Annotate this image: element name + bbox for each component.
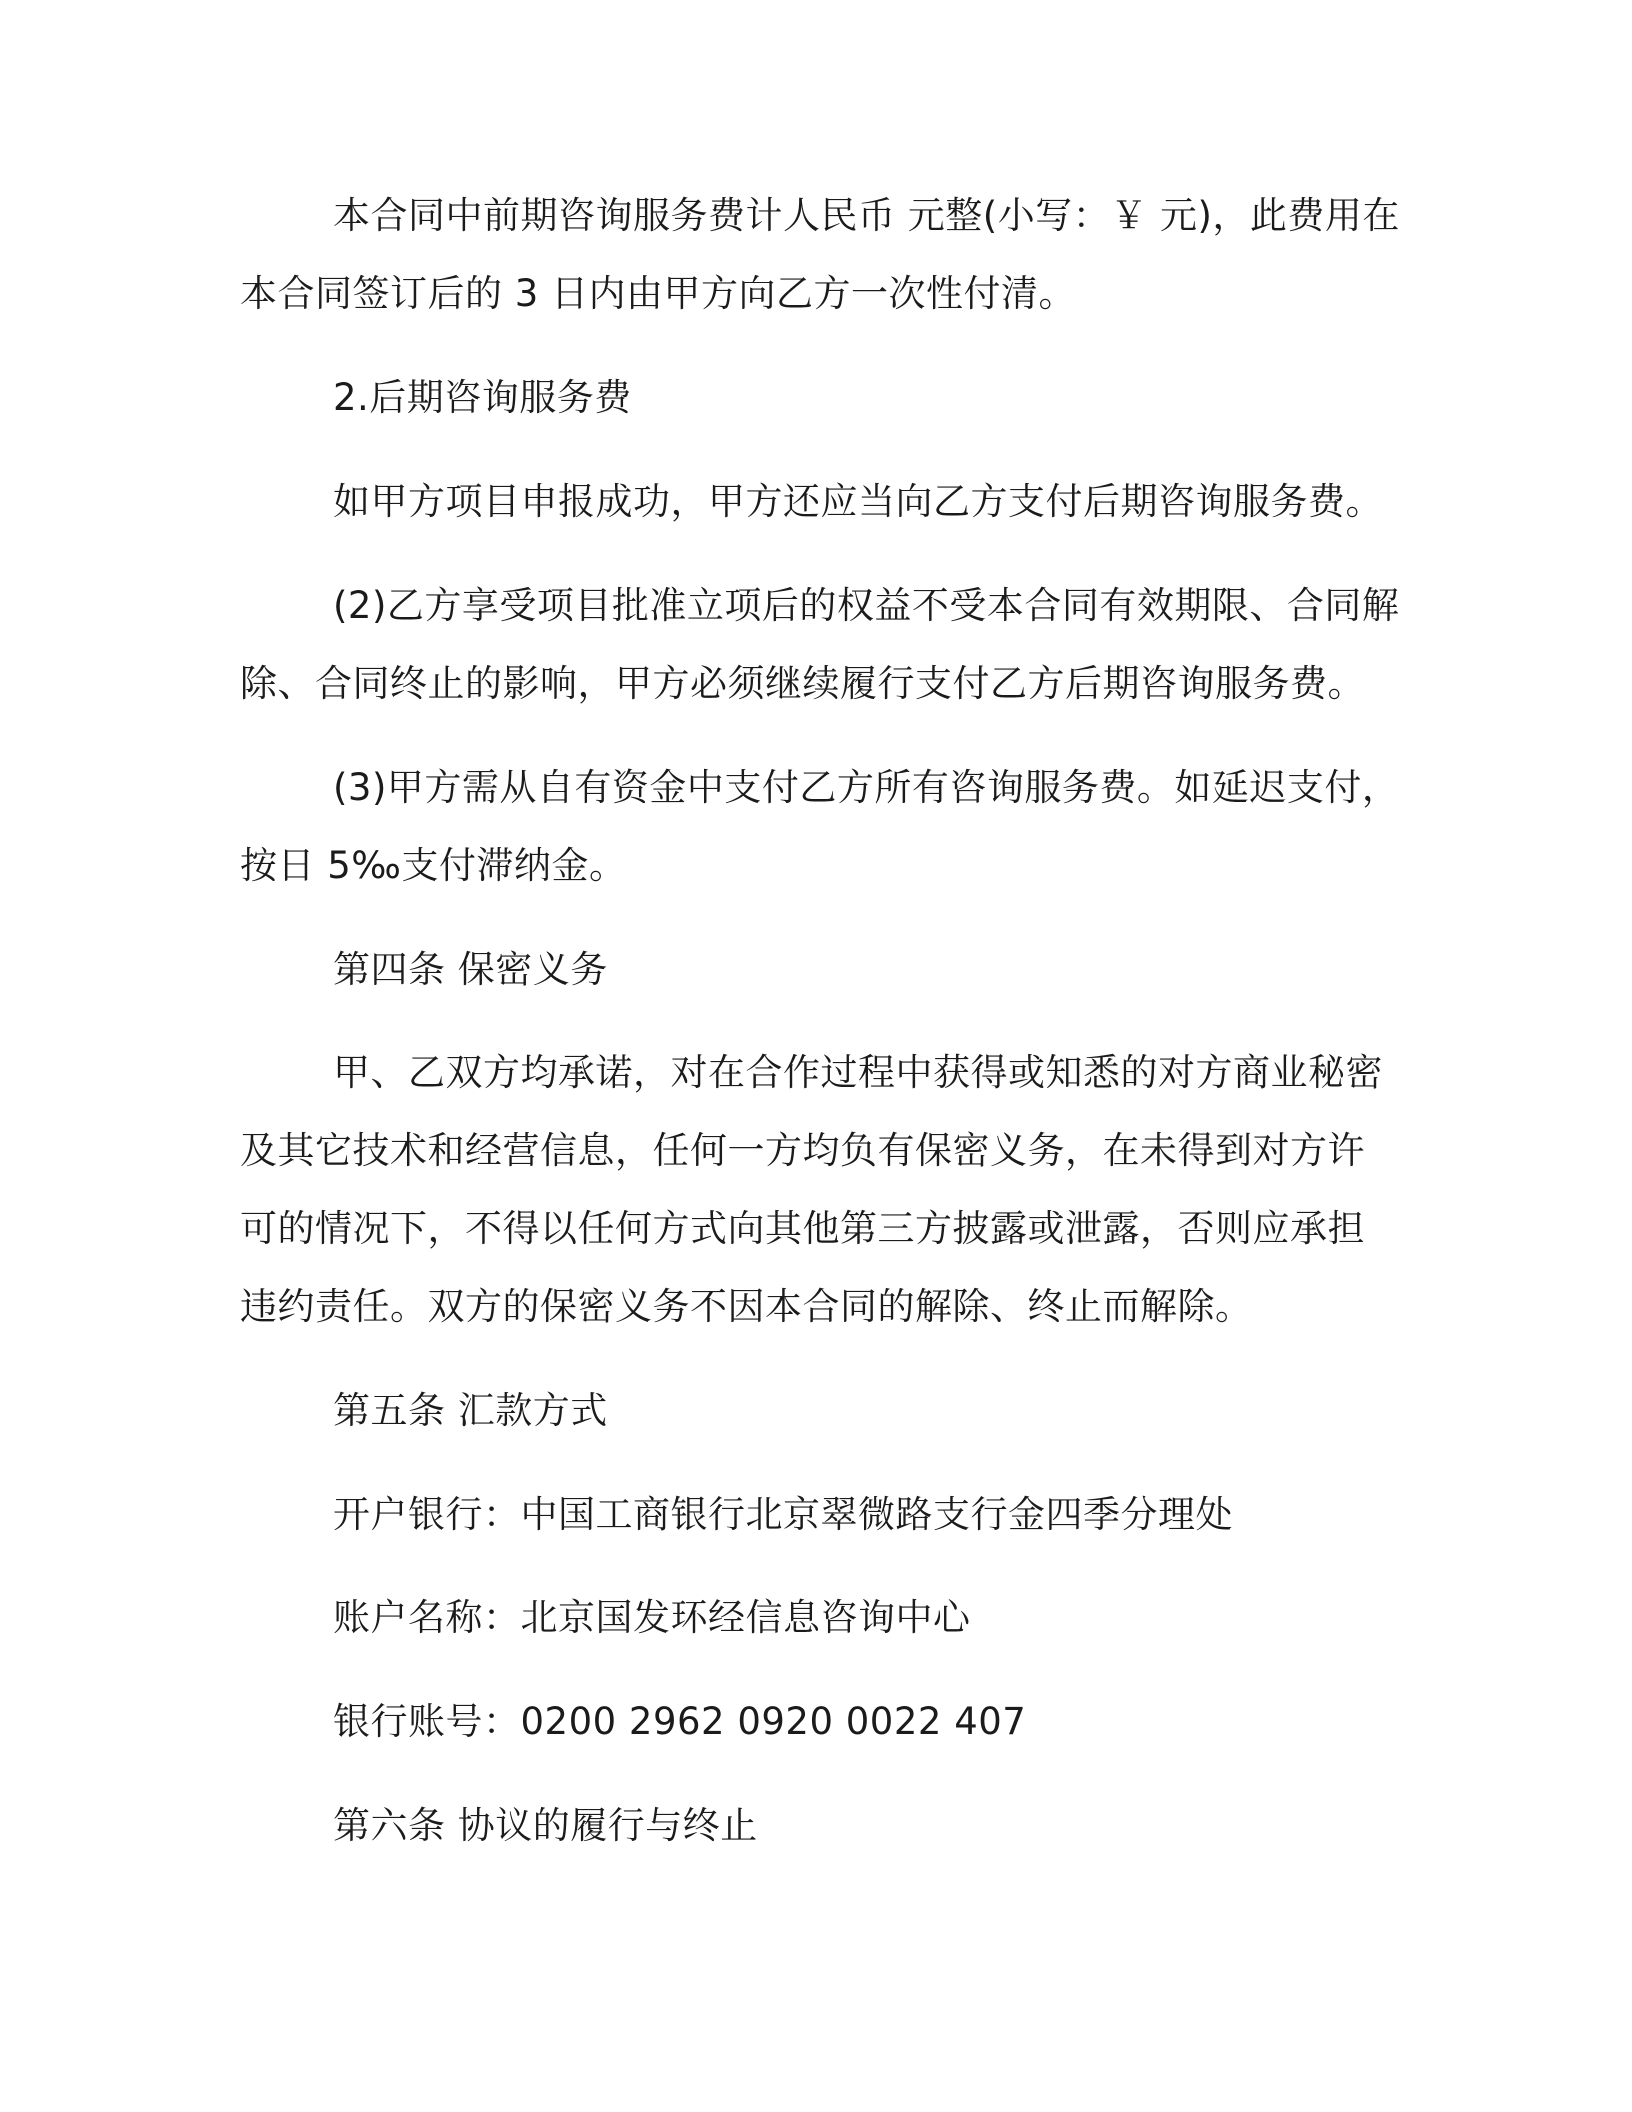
article-5-heading: 第五条 汇款方式 (333, 1389, 608, 1432)
paragraph-4-line-2: 除、合同终止的影响，甲方必须继续履行支付乙方后期咨询服务费。 (240, 662, 1365, 705)
paragraph-1-line-2: 本合同签订后的 3 日内由甲方向乙方一次性付清。 (240, 272, 1077, 315)
paragraph-4-line-1: (2)乙方享受项目批准立项后的权益不受本合同有效期限、合同解 (333, 584, 1400, 627)
account-name-line: 账户名称：北京国发环经信息咨询中心 (333, 1596, 971, 1639)
section-heading-later-fee: 2.后期咨询服务费 (333, 376, 632, 419)
paragraph-3-line-1: 如甲方项目申报成功，甲方还应当向乙方支付后期咨询服务费。 (333, 480, 1383, 523)
paragraph-7-line-4: 违约责任。双方的保密义务不因本合同的解除、终止而解除。 (240, 1285, 1253, 1328)
paragraph-5-line-2: 按日 5‰支付滞纳金。 (240, 844, 627, 887)
bank-name-line: 开户银行：中国工商银行北京翠微路支行金四季分理处 (333, 1493, 1233, 1536)
paragraph-1-line-1: 本合同中前期咨询服务费计人民币 元整(小写：￥ 元)，此费用在 (333, 194, 1400, 237)
paragraph-7-line-2: 及其它技术和经营信息，任何一方均负有保密义务，在未得到对方许 (240, 1129, 1365, 1172)
paragraph-7-line-1: 甲、乙双方均承诺，对在合作过程中获得或知悉的对方商业秘密 (333, 1051, 1383, 1094)
paragraph-5-line-1: (3)甲方需从自有资金中支付乙方所有咨询服务费。如延迟支付， (333, 766, 1400, 809)
article-4-heading: 第四条 保密义务 (333, 948, 608, 991)
paragraph-7-line-3: 可的情况下，不得以任何方式向其他第三方披露或泄露，否则应承担 (240, 1207, 1365, 1250)
account-number-line: 银行账号：0200 2962 0920 0022 407 (333, 1700, 1027, 1743)
article-6-heading: 第六条 协议的履行与终止 (333, 1804, 758, 1847)
